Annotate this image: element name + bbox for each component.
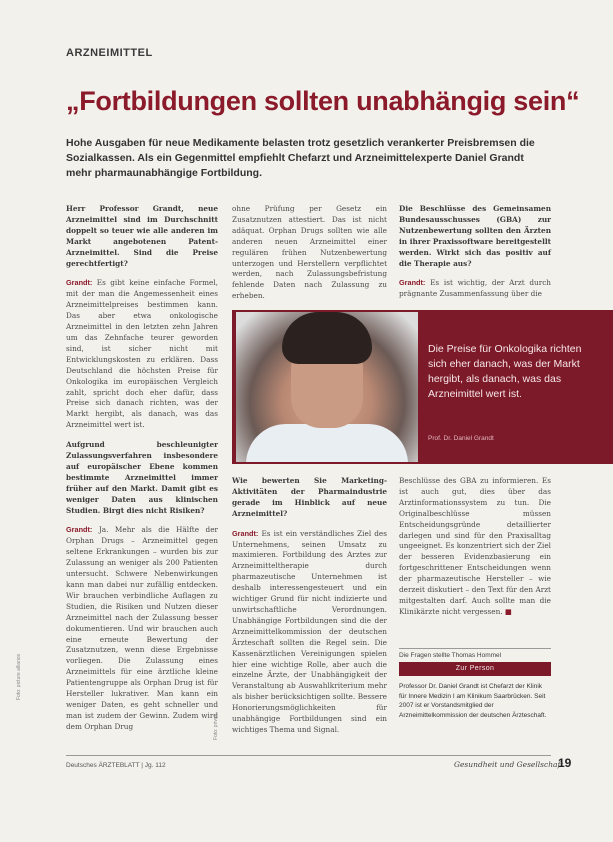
- answer-4-cont-text: Beschlüsse des GBA zu informieren. Es ist auch gut, dies über das Arztinformationssystem zu tun. Die Originalbeschlüsse müssen Entscheidungsgründe detaillierter darlegen und sind für den Praxisalltag ungeeignet. Es konzentriert sich der Ziel der besseren Evidenzbasierung ein fortgeschrittener Entscheidungen wenn der pharmazeutische Hersteller – wie derzeit diskutiert – den Text für den Arzt mitgestalten darf. Auch sollte man die Klinikärzte nicht vergessen.: [399, 476, 551, 616]
- speaker-label: Grandt:: [232, 528, 259, 538]
- info-box-text: Professor Dr. Daniel Grandt ist Chefarzt der Klinik für Innere Medizin I am Klinikum Saarbrücken. Seit 2007 ist er Vorstandsmitglied der Arzneimittelkommission der deutschen Ärzteschaft.: [399, 683, 547, 719]
- answer-2: [66, 525, 218, 732]
- photo-credit-left: Foto: picture alliance: [16, 653, 22, 700]
- interview-credit: Die Fragen stellte Thomas Hommel: [399, 652, 502, 659]
- footer-journal: Deutsches ÄRZTEBLATT | Jg. 112: [66, 762, 166, 769]
- answer-1: [66, 278, 218, 431]
- column-2-bottom: [232, 476, 387, 745]
- column-3-bottom: [399, 476, 551, 627]
- answer-3-text: Es ist ein verständliches Ziel des Unternehmens, seinen Umsatz zu maximieren. Fortbildung des Arztes zur Arzneimitteltherapie durch pharmazeutische Unternehmen ist deshalb interessengesteuert und ein wichtiger Grund für nicht indizierte und unwirtschaftliche Verordnungen. Unabhängige Fortbildungen sind die der Arzneimittelkommission der deutschen Ärzteschaft sollten die Regel sein. Die Kassenärztlichen Vereinigungen spielen hier eine wichtige Rolle, aber auch die einzelne Ärzte, der Unabhängigkeit der Veranstaltung ab Auswahlkriterium mehr als bisher berücksichtigen sollte. Bessere Honorierungsmöglichkeiten für unabhängige Fortbildungen sind ein wichtiges Thema und Signal.: [232, 528, 387, 734]
- speaker-label: Grandt:: [66, 278, 93, 288]
- page-number: 19: [558, 756, 572, 770]
- answer-3: [232, 529, 387, 736]
- question-3: Wie bewerten Sie Marketing-Aktivitäten der Pharmaindustrie gerade im Hinblick auf neue Arzneimittel?: [232, 476, 387, 518]
- speaker-label: Grandt:: [66, 525, 93, 535]
- photo-credit-mid: Foto: privat: [213, 714, 219, 740]
- answer-4: [399, 278, 551, 300]
- end-mark: ■: [504, 606, 512, 616]
- speaker-label: Grandt:: [399, 278, 426, 288]
- column-3-top: [399, 204, 551, 309]
- answer-2-continued: ohne Prüfung per Gesetz ein Zusatznutzen attestiert. Das ist nicht adäquat. Orphan Drugs sollten wie alle anderen neuen Arzneimittel einer regulären frühen Nutzenbewertung unterzogen und Herstellern verpflichtet werden, nach Zulassungsbefristung fehlende Daten nach Zulassung zu erheben.: [232, 204, 387, 301]
- pull-quote: Die Preise für Onkologika richten sich eher danach, was der Markt hergibt, als danach, was das Arzneimittel wert ist.: [428, 343, 582, 400]
- answer-4-text: Es ist wichtig, der Arzt durch prägnante Zusammenfassung über die: [399, 278, 551, 299]
- column-1: [66, 204, 218, 742]
- answer-4-continued: [399, 476, 551, 618]
- lead-paragraph: Hohe Ausgaben für neue Medikamente belasten trotz gesetzlich verankerter Preisbremsen die Sozialkassen. Als ein Gegenmittel empfiehlt Chefarzt und Arzneimittelexperte Daniel Grandt mehr pharmaunabhängige Fortbildung.: [66, 137, 535, 179]
- pull-quote-source: Prof. Dr. Daniel Grandt: [428, 435, 494, 442]
- answer-1-text: Es gibt keine einfache Formel, mit der man die Angemessenheit eines Arzneimittelpreises bestimmen kann. Das aber etwa onkologische Arzneimittel in den letzten zehn Jahren um das Zehnfache teurer geworden sind, ist sicher nicht mit Entwicklungskosten zu erklären. Dass Deutschland die höchsten Preise für Onkologika im europäischen Vergleich zahlt, spricht doch eher dafür, dass Preise sich danach richten, was der Markt hergibt, als danach, was das Arzneimittel wert ist.: [66, 278, 218, 430]
- portrait-photo: [236, 312, 418, 462]
- question-1: Herr Professor Grandt, neue Arzneimittel sind im Durchschnitt doppelt so teuer wie alle anderen im Markt angebotenen Patent-Arzneimittel. Sind die Preise gerechtfertigt?: [66, 204, 218, 268]
- answer-2-text: Ja. Mehr als die Hälfte der Orphan Drugs – Arzneimittel gegen seltene Erkrankungen – wurden bis zur Zulassung an weniger als 200 Patienten untersucht. Schwere Nebenwirkungen kann man dabei nur zufällig entdecken. Wir brauchen verbindliche Auflagen zu Studien, die Risiken und Nutzen dieser Arzneimittel nach der Zulassung besser dokumentieren. Und wir brauchen auch eine erneute Bewertung der Zusatznutzen, wenn diese Ergebnisse vorliegen. Die Zulassung eines Arzneimittels für eine ärztliche kleine Patientengruppe als Orphan Drug ist für Hersteller lukrativer. Man kann ein weniger Daten, es geht schneller und man ist zudem der Gewinn. Zudem wird dem Orphan Drug: [66, 525, 218, 731]
- info-box-title: Zur Person: [399, 662, 551, 676]
- section-label: ARZNEIMITTEL: [66, 47, 153, 59]
- question-4: Die Beschlüsse des Gemeinsamen Bundesausschusses (GBA) zur Nutzenbewertung sollten den Ärzten in ihrer Praxissoftware bereitgestellt werden. Wirkt sich das positiv auf die Therapie aus?: [399, 204, 551, 268]
- divider: [399, 648, 551, 649]
- column-2-top: [232, 204, 387, 311]
- question-2: Aufgrund beschleunigter Zulassungsverfahren insbesondere auf europäischer Ebene kommen bestimmte Arzneimittel immer früher auf den Markt. Damit gibt es weniger Daten aus klinischen Studien. Birgt dies nicht Risiken?: [66, 440, 218, 515]
- footer-section: Gesundheit und Gesellschaft: [454, 760, 564, 769]
- page-title: „Fortbildungen sollten unabhängig sein“: [66, 86, 580, 116]
- footer-divider: [66, 755, 551, 756]
